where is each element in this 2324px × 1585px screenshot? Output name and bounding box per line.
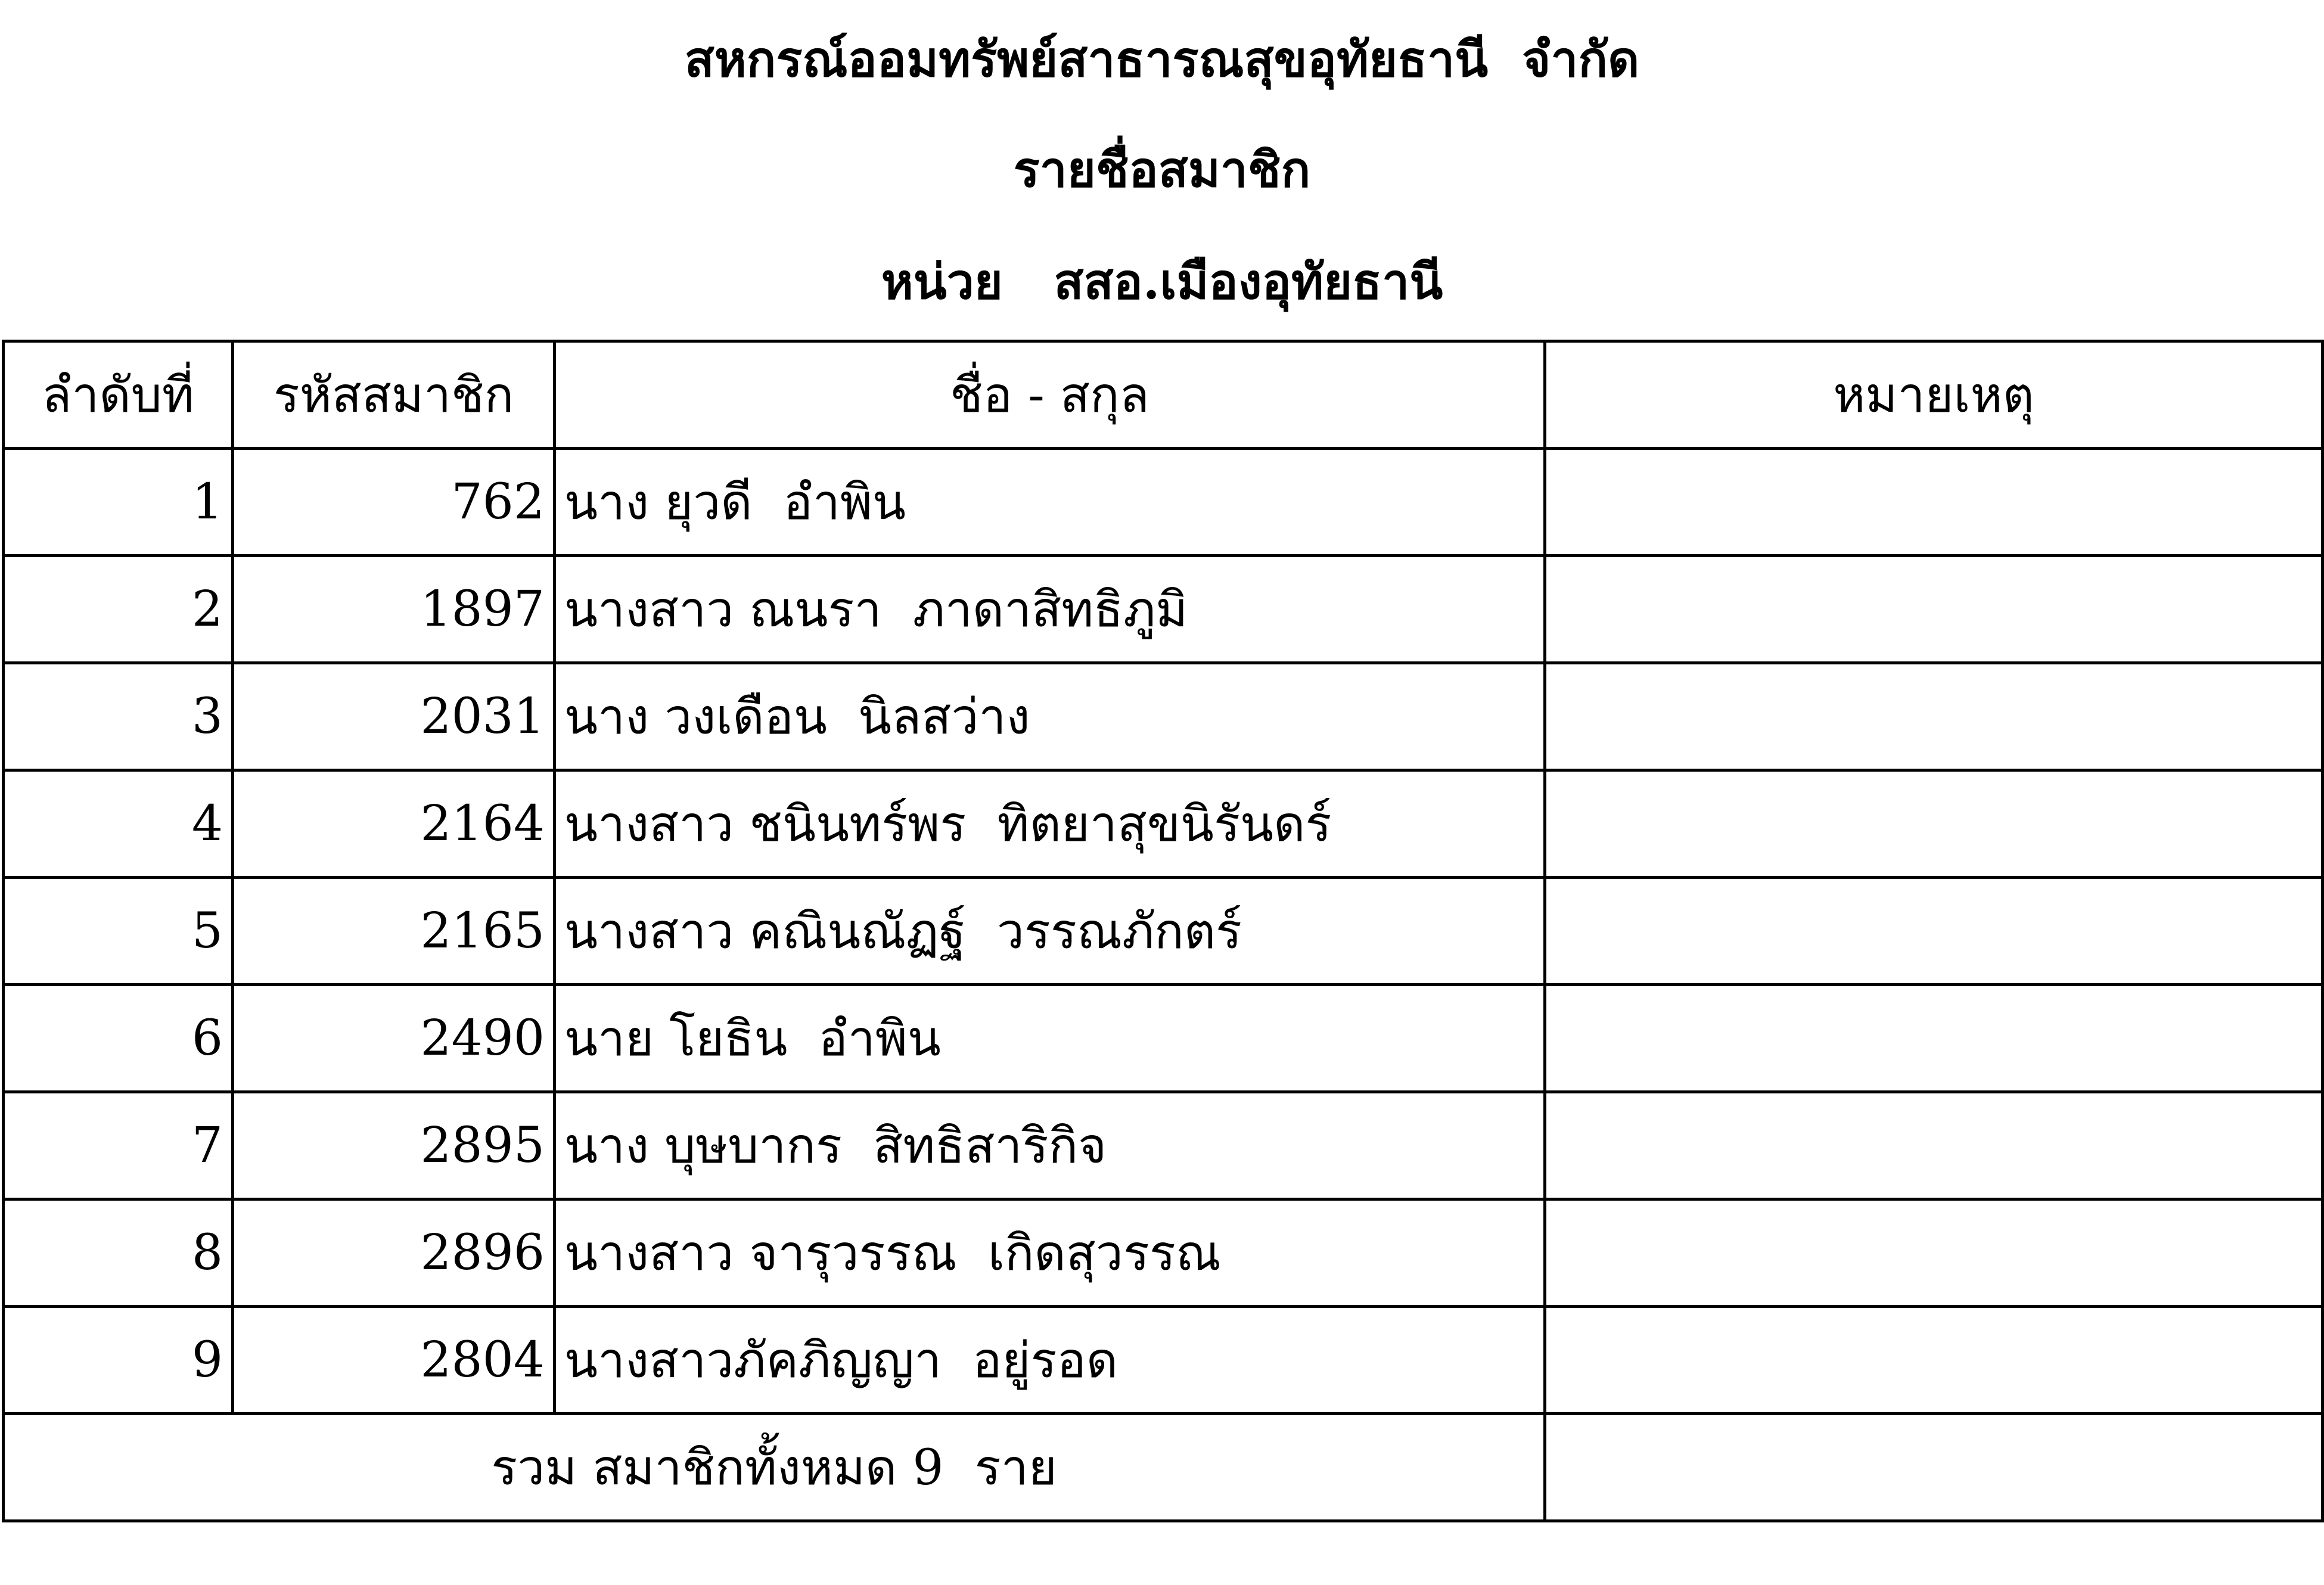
table-row xyxy=(4,1307,2323,1414)
row-order: 4 xyxy=(4,770,233,878)
header-order: ลำดับที่ xyxy=(4,341,233,449)
row-remark xyxy=(1545,449,2323,556)
total-note xyxy=(1545,1414,2323,1521)
row-full-name: นาง บุษบากร สิทธิสาริกิจ xyxy=(555,1092,1545,1199)
row-remark xyxy=(1545,770,2323,878)
row-order: 9 xyxy=(4,1307,233,1414)
organization-title: สหกรณ์ออมทรัพย์สาธารณสุขอุทัยธานี จำกัด xyxy=(684,31,1640,88)
table-row xyxy=(4,663,2323,770)
row-member-code: 2895 xyxy=(233,1092,555,1199)
row-order: 6 xyxy=(4,985,233,1092)
row-remark xyxy=(1545,878,2323,985)
row-member-code: 1897 xyxy=(233,556,555,663)
row-member-code: 2164 xyxy=(233,770,555,878)
row-full-name: นางสาว ชนินทร์พร ทิตยาสุขนิรันดร์ xyxy=(555,770,1545,878)
row-full-name: นางสาวภัคภิญญา อยู่รอด xyxy=(555,1307,1545,1414)
row-remark xyxy=(1545,1092,2323,1199)
row-member-code: 762 xyxy=(233,449,555,556)
row-order: 1 xyxy=(4,449,233,556)
row-remark xyxy=(1545,1307,2323,1414)
table-row xyxy=(4,878,2323,985)
unit-title: หน่วย สสอ.เมืองอุทัยธานี xyxy=(881,253,1443,310)
row-full-name: นางสาว ณนรา ภาดาสิทธิภูมิ xyxy=(555,556,1545,663)
table-row xyxy=(4,556,2323,663)
row-order: 3 xyxy=(4,663,233,770)
row-member-code: 2490 xyxy=(233,985,555,1092)
row-member-code: 2165 xyxy=(233,878,555,985)
row-remark xyxy=(1545,985,2323,1092)
header-full-name: ชื่อ - สกุล xyxy=(555,341,1545,449)
row-full-name: นางสาว จารุวรรณ เกิดสุวรรณ xyxy=(555,1199,1545,1307)
table-header-row xyxy=(4,341,2323,449)
row-full-name: นาง วงเดือน นิลสว่าง xyxy=(555,663,1545,770)
table-row xyxy=(4,770,2323,878)
total-row xyxy=(4,1414,2323,1521)
row-order: 7 xyxy=(4,1092,233,1199)
table-row xyxy=(4,985,2323,1092)
row-remark xyxy=(1545,1199,2323,1307)
list-title: รายชื่อสมาชิก xyxy=(1013,141,1311,198)
table-row xyxy=(4,449,2323,556)
row-remark xyxy=(1545,556,2323,663)
row-order: 5 xyxy=(4,878,233,985)
table-row xyxy=(4,1092,2323,1199)
row-full-name: นางสาว คณินณัฏฐ์ วรรณภักตร์ xyxy=(555,878,1545,985)
row-order: 8 xyxy=(4,1199,233,1307)
header-member-code: รหัสสมาชิก xyxy=(233,341,555,449)
row-member-code: 2804 xyxy=(233,1307,555,1414)
row-member-code: 2031 xyxy=(233,663,555,770)
row-order: 2 xyxy=(4,556,233,663)
total-label: รวม สมาชิกทั้งหมด 9 ราย xyxy=(4,1414,1545,1521)
header-remark: หมายเหตุ xyxy=(1545,341,2323,449)
row-full-name: นาย โยธิน อำพิน xyxy=(555,985,1545,1092)
row-member-code: 2896 xyxy=(233,1199,555,1307)
table-row xyxy=(4,1199,2323,1307)
row-full-name: นาง ยุวดี อำพิน xyxy=(555,449,1545,556)
member-table xyxy=(2,340,2324,1522)
row-remark xyxy=(1545,663,2323,770)
